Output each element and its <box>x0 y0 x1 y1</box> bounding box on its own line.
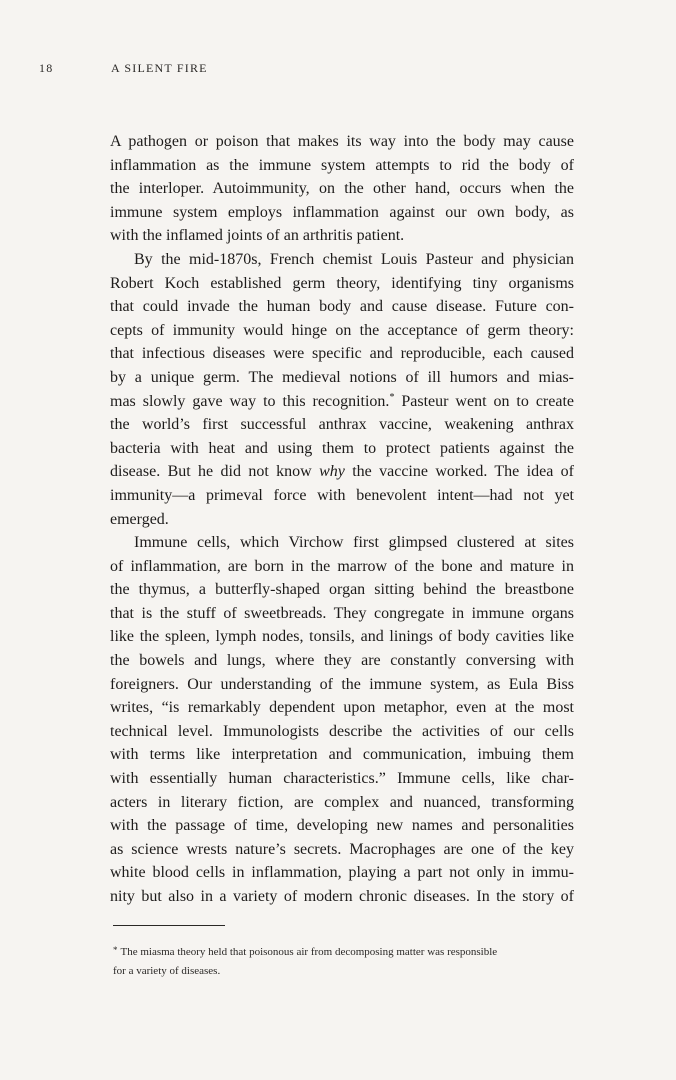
text-line: bacteria with heat and using them to protect patients against the <box>110 439 574 457</box>
footnote-text: The miasma theory held that poisonous air from decomposing matter was responsible <box>120 946 498 958</box>
text-line: inflammation as the immune system attempts to rid the body of <box>110 156 574 174</box>
text-line: acters in literary fiction, are complex and nuanced, transforming <box>110 793 574 811</box>
text-line: with essentially human characteristics.” Immune cells, like char- <box>110 770 574 788</box>
text-line: writes, “is remarkably dependent upon metaphor, even at the most <box>110 699 574 717</box>
footnote <box>113 941 571 981</box>
footnote-line: for a variety of diseases. <box>113 965 221 977</box>
text-line: technical level. Immunologists describe the activities of our cells <box>110 722 574 740</box>
text-line: as science wrests nature’s secrets. Macrophages are one of the key <box>110 840 574 858</box>
text-line: white blood cells in inflammation, playing a part not only in immu- <box>110 864 574 882</box>
text-line <box>110 390 574 414</box>
text-fragment: disease. But he did not know <box>110 463 320 481</box>
text-line: the interloper. Autoimmunity, on the other hand, occurs when the <box>110 180 574 198</box>
text-line: that is the stuff of sweetbreads. They congregate in immune organs <box>110 604 574 622</box>
text-fragment: the vaccine worked. The idea of <box>344 463 574 481</box>
text-fragment: mas slowly gave way to this recognition. <box>110 392 390 410</box>
text-line: with the inflamed joints of an arthritis patient. <box>110 227 405 245</box>
text-line: the world’s first successful anthrax vaccine, weakening anthrax <box>110 416 574 434</box>
text-line: the bowels and lungs, where they are constantly conversing with <box>110 652 574 670</box>
text-line: with terms like interpretation and communication, imbuing them <box>110 746 574 764</box>
text-line: Robert Koch established germ theory, identifying tiny organisms <box>110 274 574 292</box>
book-title: A SILENT FIRE <box>111 61 208 75</box>
text-line: that infectious diseases were specific and reproducible, each caused <box>110 345 574 363</box>
emphasis-text: why <box>319 463 345 481</box>
text-line: emerged. <box>110 510 169 528</box>
text-line: A pathogen or poison that makes its way into the body may cause <box>110 133 574 150</box>
text-line: the thymus, a butterfly-shaped organ sitting behind the breastbone <box>110 581 574 599</box>
footnote-divider <box>113 925 225 926</box>
running-head <box>39 61 208 76</box>
text-line: by a unique germ. The medieval notions of ill humors and mias- <box>110 368 574 386</box>
text-line <box>110 460 574 484</box>
text-line: with the passage of time, developing new names and personalities <box>110 817 574 835</box>
text-line: cepts of immunity would hinge on the acceptance of germ theory: <box>110 321 574 339</box>
text-line: immune system employs inflammation against our own body, as <box>110 203 574 221</box>
text-line: of inflammation, are born in the marrow of the bone and mature in <box>110 557 574 575</box>
text-line: Immune cells, which Virchow first glimpsed clustered at sites <box>134 534 574 552</box>
page-number: 18 <box>39 61 54 75</box>
text-line: that could invade the human body and cause disease. Future con- <box>110 298 574 316</box>
body-text <box>110 130 574 909</box>
text-line: nity but also in a variety of modern chronic diseases. In the story of <box>110 888 574 905</box>
text-line: foreigners. Our understanding of the immune system, as Eula Biss <box>110 675 574 693</box>
text-line: By the mid-1870s, French chemist Louis Pasteur and physician <box>134 250 574 268</box>
footnote-line <box>113 941 571 962</box>
footnote-reference: * <box>389 391 395 403</box>
text-line: like the spleen, lymph nodes, tonsils, and linings of body cavities like <box>110 628 574 646</box>
text-line: immunity—a primeval force with benevolent intent—had not yet <box>110 486 574 504</box>
footnote-marker: * <box>113 945 118 955</box>
text-fragment: Pasteur went on to create <box>394 392 575 410</box>
